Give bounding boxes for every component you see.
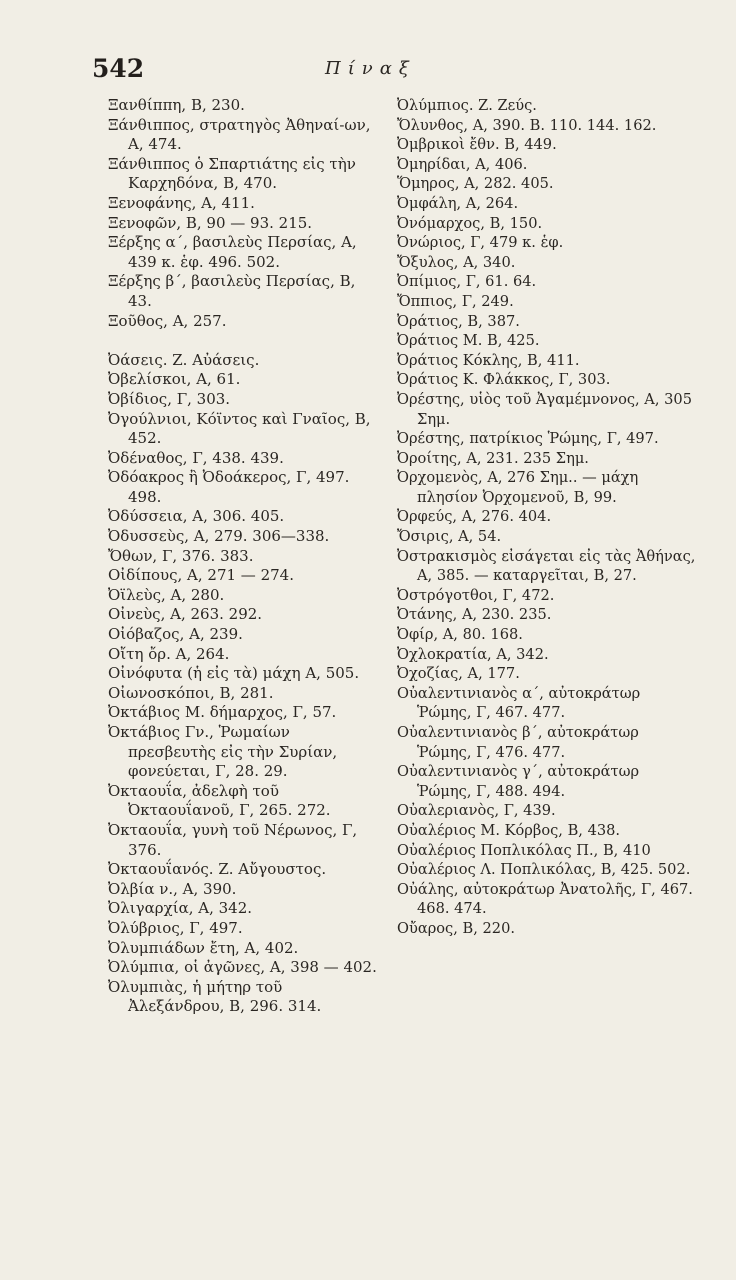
index-column-left — [108, 96, 382, 1017]
index-entry: Οὐαλέριος Ποπλικόλας Π., Β, 410 — [397, 841, 651, 859]
index-entry: Ὀμφάλη, Α, 264. — [397, 194, 519, 212]
index-entry: Ὄππιος, Γ, 249. — [397, 292, 514, 310]
index-entry: Ξάνθιππος ὁ Σπαρτιάτης εἰς τὴν Καρχηδόνα, Β, 470. — [108, 154, 356, 193]
index-entry: Ὀρέστης, πατρίκιος Ῥώμης, Γ, 497. — [397, 430, 659, 448]
index-entry: Ὀλβία ν., Α, 390. — [108, 879, 237, 898]
index-entry: Οὐαλέριος Μ. Κόρβος, Β, 438. — [397, 821, 621, 839]
index-entry: Ὀράτιος, Β, 387. — [397, 312, 520, 330]
index-entry: Οἰδίπους, Α, 271 — 274. — [108, 566, 294, 585]
index-entry: Ξανθίππη, Β, 230. — [108, 96, 245, 114]
index-entry: Ὀδυσσεὺς, Α, 279. 306—338. — [108, 527, 330, 546]
omicron-section-continued — [397, 96, 697, 939]
index-entry: Ὀλιγαρχία, Α, 342. — [108, 899, 253, 918]
xi-section — [108, 96, 382, 331]
index-entry: Ὀγούλνιοι, Κόϊντος καὶ Γναῖος, Β, 452. — [108, 409, 371, 448]
index-entry: Ὀράτιος Μ. Β, 425. — [397, 332, 540, 350]
index-entry: Ὀλύβριος, Γ, 497. — [108, 918, 243, 937]
index-entry: Ὀφίρ, Α, 80. 168. — [397, 626, 523, 644]
index-entry: Οἰόβαζος, Α, 239. — [108, 625, 243, 644]
index-entry: Ὀκτάβιος Μ. δήμαρχος, Γ, 57. — [108, 703, 337, 722]
index-entry: Οὔαρος, Β, 220. — [397, 919, 516, 937]
index-entry: Οἴτη ὄρ. Α, 264. — [108, 644, 230, 663]
index-entry: Οὐαλεριανὸς, Γ, 439. — [397, 802, 556, 820]
index-entry: Ὀλύμπια, οἱ ἀγῶνες, Α, 398 — 402. — [108, 958, 377, 977]
index-entry: Ὀρέστης, υἱὸς τοῦ Ἀγαμέμνονος, Α, 305 Σημ. — [397, 390, 692, 428]
index-entry: Οἰνόφυτα (ἡ εἰς τὰ) μάχη Α, 505. — [108, 664, 360, 683]
index-entry: Ὀάσεις. Ζ. Αὐάσεις. — [108, 350, 260, 369]
index-entry: Οὐαλεντινιανὸς α΄, αὐτοκράτωρ Ῥώμης, Γ, 467. 477. — [397, 684, 641, 722]
index-entry: Ὄσιρις, Α, 54. — [397, 528, 502, 546]
index-entry: Ὀλύμπιος. Ζ. Ζεύς. — [397, 97, 537, 114]
index-entry: Ὀϊλεὺς, Α, 280. — [108, 585, 225, 604]
index-entry: Ὀστρόγοτθοι, Γ, 472. — [397, 586, 555, 604]
section-gap — [108, 331, 382, 351]
index-entry: Ὀβελίσκοι, Α, 61. — [108, 370, 241, 389]
index-entry: Ὀροίτης, Α, 231. 235 Σημ. — [397, 449, 589, 467]
index-entry: Οἰωνοσκόποι, Β, 281. — [108, 683, 274, 702]
index-entry: Ὀχοζίας, Α, 177. — [397, 665, 520, 683]
index-entry: Ὀδέναθος, Γ, 438. 439. — [108, 448, 284, 467]
index-entry: Ὀράτιος Κ. Φλάκκος, Γ, 303. — [397, 371, 611, 389]
index-entry: Ὀνόμαρχος, Β, 150. — [397, 214, 543, 232]
index-entry: Ὀκτάβιος Γν., Ῥωμαίων πρεσβευτὴς εἰς τὴν Συρίαν, φονεύεται, Γ, 28. 29. — [108, 723, 338, 781]
index-entry: Ὀχλοκρατία, Α, 342. — [397, 645, 549, 663]
index-entry: Ὀκταουΐα, ἀδελφὴ τοῦ Ὀκταουΐανοῦ, Γ, 265. 272. — [108, 781, 331, 820]
index-entry: Ὄξυλος, Α, 340. — [397, 253, 516, 271]
index-entry: Ὀμβρικοὶ ἔθν. Β, 449. — [397, 136, 557, 154]
index-entry: Ὀρχομενὸς, Α, 276 Σημ.. — μάχη πλησίον Ὀρχομενοῦ, Β, 99. — [397, 469, 639, 506]
index-entry: Ξέρξης β΄, βασιλεὺς Περσίας, Β, 43. — [108, 272, 356, 310]
index-entry: Ξάνθιππος, στρατηγὸς Ἀθηναί-ων, Α, 474. — [108, 115, 371, 154]
index-entry: Ὀβίδιος, Γ, 303. — [108, 389, 231, 408]
index-entry: Ὀδύσσεια, Α, 306. 405. — [108, 507, 285, 526]
index-entry: Ὀλυμπιὰς, ἡ μήτηρ τοῦ Ἀλεξάνδρου, Β, 296. 314. — [108, 977, 322, 1016]
index-entry: Ὀνώριος, Γ, 479 κ. ἑφ. — [397, 234, 564, 252]
page-number: 542 — [92, 54, 145, 83]
index-entry: Ξενοφάνης, Α, 411. — [108, 193, 255, 212]
index-entry: Οὐαλεντινιανὸς γ΄, αὐτοκράτωρ Ῥώμης, Γ, 488. 494. — [397, 763, 640, 800]
index-entry: Ὅμηρος, Α, 282. 405. — [397, 175, 554, 193]
index-entry: Ὀδόακρος ἢ Ὀδοάκερος, Γ, 497. 498. — [108, 468, 350, 506]
index-column-right — [397, 96, 697, 939]
index-entry: Ξοῦθος, Α, 257. — [108, 311, 227, 330]
index-entry: Ὀκταουΐα, γυνὴ τοῦ Νέρωνος, Γ, 376. — [108, 820, 358, 859]
index-entry: Ξενοφῶν, Β, 90 — 93. 215. — [108, 213, 313, 232]
index-entry: Οὐάλης, αὐτοκράτωρ Ἀνατολῆς, Γ, 467. 468. 474. — [397, 880, 693, 918]
index-entry: Ξέρξης α΄, βασιλεὺς Περσίας, Α, 439 κ. ἑφ. 496. 502. — [108, 233, 357, 271]
index-entry: Οἰνεὺς, Α, 263. 292. — [108, 605, 263, 624]
index-entry: Ὀρφεύς, Α, 276. 404. — [397, 508, 552, 526]
index-entry: Ὀτάνης, Α, 230. 235. — [397, 606, 552, 624]
omicron-section — [108, 351, 382, 1017]
index-entry: Ὀκταουΐανός. Ζ. Αὔγουστος. — [108, 860, 327, 879]
index-entry: Ὀστρακισμὸς εἰσάγεται εἰς τὰς Ἀθήνας, Α, 385. — καταργεῖται, Β, 27. — [397, 547, 696, 585]
index-entry: Οὐαλέριος Λ. Ποπλικόλας, Β, 425. 502. — [397, 861, 691, 879]
index-entry: Ὀράτιος Κόκλης, Β, 411. — [397, 351, 580, 369]
running-head: Πίναξ — [325, 58, 416, 79]
index-entry: Οὐαλεντινιανὸς β΄, αὐτοκράτωρ Ῥώμης, Γ, 476. 477. — [397, 724, 639, 761]
index-entry: Ὀλυμπιάδων ἔτη, Α, 402. — [108, 938, 299, 957]
index-entry: Ὀπίμιος, Γ, 61. 64. — [397, 273, 537, 291]
index-entry: Ὄλυνθος, Α, 390. Β. 110. 144. 162. — [397, 116, 657, 134]
index-entry: Ὄθων, Γ, 376. 383. — [108, 546, 254, 565]
index-entry: Ὀμηρίδαι, Α, 406. — [397, 155, 528, 173]
